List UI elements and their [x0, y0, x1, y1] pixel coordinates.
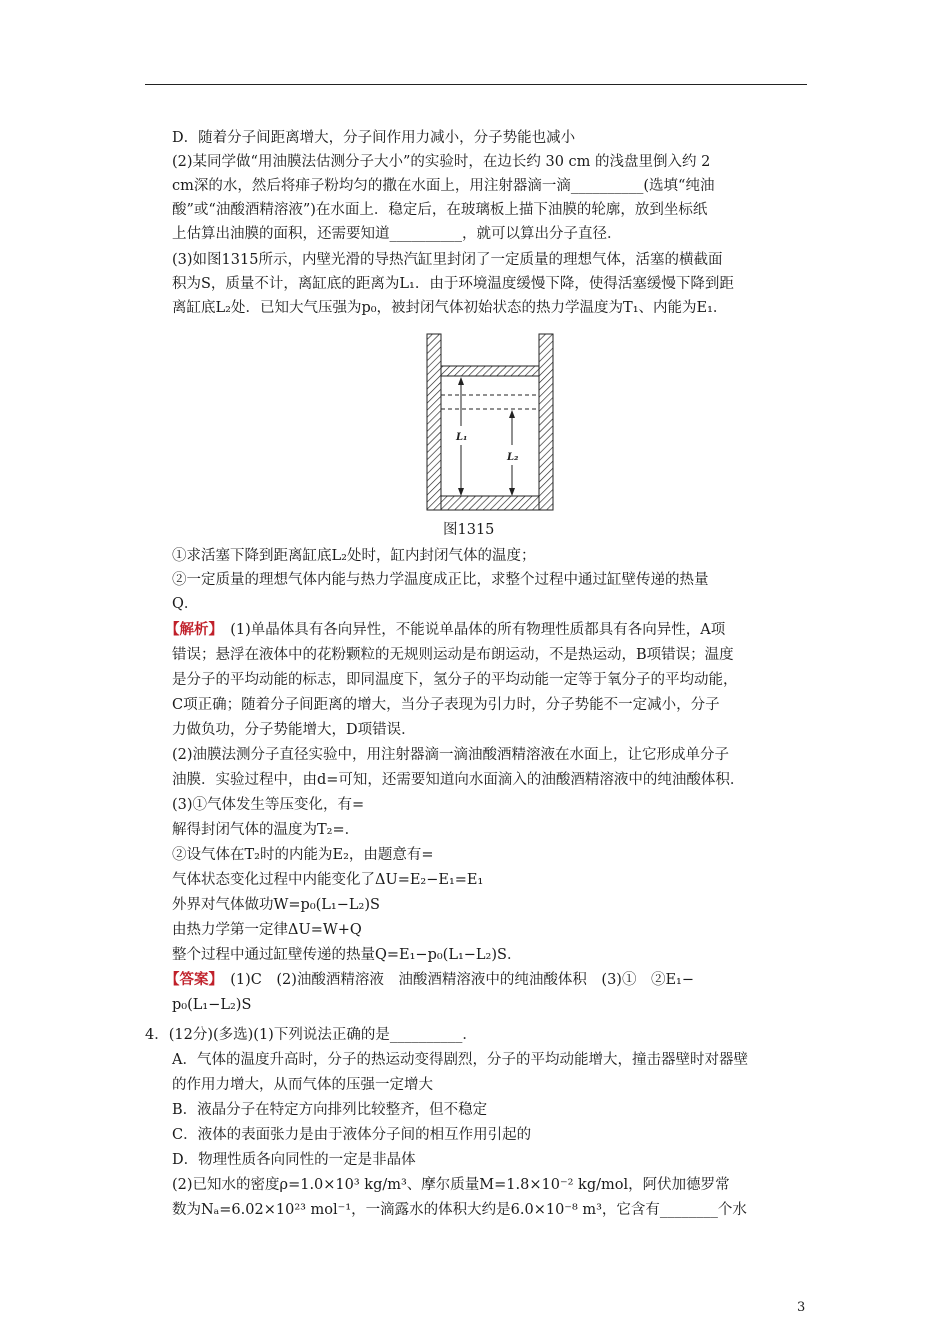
text-line: 由热力学第一定律ΔU=W+Q [172, 922, 362, 938]
text-line: 气体状态变化过程中内能变化了ΔU=E₂−E₁=E₁ [172, 872, 484, 888]
option-d: D．物理性质各向同性的一定是非晶体 [172, 1152, 416, 1168]
text-line: cm深的水，然后将痱子粉均匀的撒在水面上，用注射器滴一滴__________(选填“纯油 [172, 178, 715, 194]
text-line: 力做负功，分子势能增大，D项错误． [172, 722, 416, 738]
text-line: 上估算出油膜的面积，还需要知道__________，就可以算出分子直径． [172, 226, 622, 242]
cylinder-piston-figure [426, 333, 554, 511]
text-line: 错误；悬浮在液体中的花粉颗粒的无规则运动是布朗运动，不是热运动，B项错误；温度 [172, 647, 734, 663]
figure-caption: 图1315 [443, 522, 495, 538]
option-a: A．气体的温度升高时，分子的热运动变得剧烈，分子的平均动能增大，撞击器壁时对器壁 [172, 1052, 748, 1068]
text-line: (3)①气体发生等压变化，有= [172, 797, 365, 813]
text-line: (3)如图1315所示，内壁光滑的导热汽缸里封闭了一定质量的理想气体，活塞的横截面 [172, 252, 723, 268]
text-line: (2)某同学做“用油膜法估测分子大小”的实验时，在边长约 30 cm 的浅盘里倒入约 2 [172, 154, 711, 170]
text-line: 酸”或“油酸酒精溶液”)在水面上．稳定后，在玻璃板上描下油膜的轮廓，放到坐标纸 [172, 202, 708, 218]
text-line: (2)油膜法测分子直径实验中，用注射器滴一滴油酸酒精溶液在水面上，让它形成单分子 [172, 747, 730, 763]
answer-tag: 【答案】 [165, 971, 216, 988]
text-line: p₀(L₁−L₂)S [172, 997, 252, 1013]
option-b: B．液晶分子在特定方向排列比较整齐，但不稳定 [172, 1102, 488, 1118]
text-line: C项正确；随着分子间距离的增大，当分子表现为引力时，分子势能不一定减小，分子 [172, 697, 720, 713]
text-line: 外界对气体做功W=p₀(L₁−L₂)S [172, 897, 380, 913]
text-line: 整个过程中通过缸壁传递的热量Q=E₁−p₀(L₁−L₂)S． [172, 947, 522, 963]
text-line: 是分子的平均动能的标志，即同温度下，氢分子的平均动能一定等于氧分子的平均动能， [172, 672, 738, 688]
text-line: 离缸底L₂处．已知大气压强为p₀，被封闭气体初始状态的热力学温度为T₁、内能为E₁． [172, 300, 728, 316]
analysis-tag: 【解析】 [165, 621, 216, 638]
text-line: 数为Nₐ=6.02×10²³ mol⁻¹，一滴露水的体积大约是6.0×10⁻⁸ m³，它含有________个水 [172, 1202, 747, 1218]
option-c: C．液体的表面张力是由于液体分子间的相互作用引起的 [172, 1127, 532, 1143]
answer-paragraph-line: 【答案】 (1)C (2)油酸酒精溶液 油酸酒精溶液中的纯油酸体积 (3)① ②E₁− [165, 971, 695, 988]
page-number: 3 [797, 1300, 806, 1315]
text-line: 油膜．实验过程中，由d=可知，还需要知道向水面滴入的油酸酒精溶液中的纯油酸体积． [172, 772, 745, 788]
text-line: 的作用力增大，从而气体的压强一定增大 [172, 1077, 433, 1093]
text-line: 积为S，质量不计，离缸底的距离为L₁．由于环境温度缓慢下降，使得活塞缓慢下降到距 [172, 276, 734, 292]
text-line: D．随着分子间距离增大，分子间作用力减小，分子势能也减小 [172, 130, 576, 146]
text-line: Q． [172, 596, 199, 612]
question-4-heading: 4．(12分)(多选)(1)下列说法正确的是__________． [145, 1027, 477, 1043]
label-l2: L₂ [507, 452, 519, 463]
text-line: 解得封闭气体的温度为T₂=． [172, 822, 360, 838]
text-line: ②一定质量的理想气体内能与热力学温度成正比，求整个过程中通过缸壁传递的热量 [172, 572, 709, 588]
text-line: ②设气体在T₂时的内能为E₂，由题意有= [172, 847, 434, 863]
header-rule [145, 84, 807, 85]
label-l1: L₁ [456, 432, 468, 443]
text-line: (2)已知水的密度ρ=1.0×10³ kg/m³、摩尔质量M=1.8×10⁻² kg/mol，阿伏加德罗常 [172, 1177, 730, 1193]
analysis-paragraph-line: 【解析】 (1)单晶体具有各向异性，不能说单晶体的所有物理性质都具有各向异性，A项 [165, 621, 726, 638]
text-line: ①求活塞下降到距离缸底L₂处时，缸内封闭气体的温度； [172, 548, 536, 564]
